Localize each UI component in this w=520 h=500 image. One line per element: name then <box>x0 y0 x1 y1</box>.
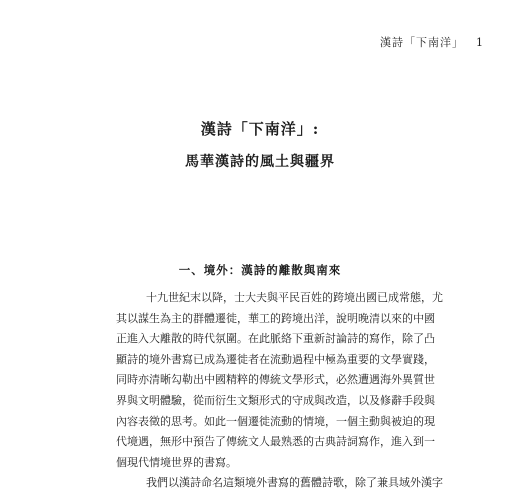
chapter-subtitle: 馬華漢詩的風土與疆界 <box>185 154 335 170</box>
body-text <box>116 288 443 494</box>
page-number: 1 <box>476 36 484 49</box>
running-header <box>380 34 484 50</box>
text-line: 內容表徵的思考。如此一個遷徙流動的情境，一個主動與被迫的現 <box>116 414 435 428</box>
text-line: 顯詩的境外書寫已成為遷徙者在流動過程中極為重要的文學實踐， <box>116 352 435 366</box>
text-line: 個現代情境世界的書寫。 <box>116 455 237 469</box>
text-line: 十九世紀末以降，士大夫與平民百姓的跨境出國已成常態，尤 <box>146 291 443 304</box>
running-header-title: 漢詩「下南洋」 <box>380 36 464 49</box>
section-heading: 一、境外：漢詩的離散與南來 <box>178 263 342 277</box>
text-line: 其以謀生為主的群體遷徙，華工的跨境出洋，說明晚清以來的中國 <box>116 311 435 325</box>
paragraph-1 <box>116 288 443 473</box>
chapter-title: 漢詩「下南洋」: <box>200 120 320 138</box>
text-line: 我們以漢詩命名這類境外書寫的舊體詩歌，除了兼具域外漢字 <box>146 476 443 490</box>
text-line: 同時亦清晰勾勒出中國精粹的傳統文學形式，必然遭遇海外異質世 <box>116 373 435 387</box>
text-line: 正進入大離散的時代氛圍。在此脈絡下重新討論詩的寫作，除了凸 <box>116 332 435 346</box>
text-line: 代境遇，無形中預告了傳統文人最熟悉的古典詩詞寫作，進入到一 <box>116 435 435 449</box>
text-line: 界與文明體驗，從而衍生文類形式的守成與改造，以及修辭手段與 <box>116 393 435 407</box>
paragraph-2 <box>116 473 443 494</box>
